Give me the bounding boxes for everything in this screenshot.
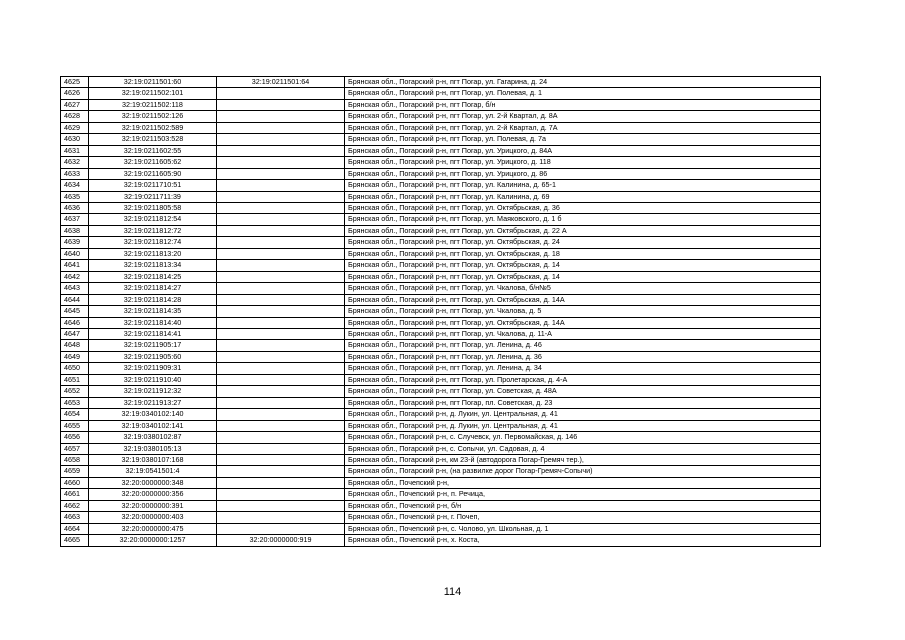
address-cell: Брянская обл., Погарский р-н, пгт Погар, б/н bbox=[345, 99, 821, 110]
table-row bbox=[61, 202, 821, 213]
row-number-cell: 4625 bbox=[61, 77, 89, 88]
cadastral-number-cell: 32:19:0211909:31 bbox=[89, 363, 217, 374]
cadastral-number-cell: 32:19:0211602:55 bbox=[89, 145, 217, 156]
table-row bbox=[61, 88, 821, 99]
address-cell: Брянская обл., Погарский р-н, пгт Погар, ул. Ленина, д. 36 bbox=[345, 351, 821, 362]
page-number: 114 bbox=[443, 586, 462, 598]
address-cell: Брянская обл., Погарский р-н, пгт Погар, ул. Полевая, д. 7а bbox=[345, 134, 821, 145]
row-number-cell: 4645 bbox=[61, 306, 89, 317]
table-row bbox=[61, 363, 821, 374]
address-cell: Брянская обл., Погарский р-н, пгт Погар, ул. Октябрьская, д. 14 bbox=[345, 260, 821, 271]
parent-cadastral-number-cell bbox=[217, 111, 345, 122]
parent-cadastral-number-cell bbox=[217, 340, 345, 351]
address-cell: Брянская обл., Погарский р-н, пгт Погар, ул. Калинина, д. 69 bbox=[345, 191, 821, 202]
cadastral-number-cell: 32:19:0340102:140 bbox=[89, 409, 217, 420]
address-cell: Брянская обл., Почепский р-н, б/н bbox=[345, 500, 821, 511]
address-cell: Брянская обл., Почепский р-н, х. Коста, bbox=[345, 535, 821, 546]
table-row bbox=[61, 397, 821, 408]
table-row bbox=[61, 225, 821, 236]
cadastral-number-cell: 32:19:0211814:40 bbox=[89, 317, 217, 328]
parent-cadastral-number-cell bbox=[217, 443, 345, 454]
table-row bbox=[61, 466, 821, 477]
row-number-cell: 4633 bbox=[61, 168, 89, 179]
table-row bbox=[61, 168, 821, 179]
address-cell: Брянская обл., Погарский р-н, пгт Погар, ул. Октябрьская, д. 14А bbox=[345, 317, 821, 328]
parent-cadastral-number-cell bbox=[217, 512, 345, 523]
table-row bbox=[61, 237, 821, 248]
cadastral-number-cell: 32:20:0000000:356 bbox=[89, 489, 217, 500]
address-cell: Брянская обл., Погарский р-н, пгт Погар, ул. Гагарина, д. 24 bbox=[345, 77, 821, 88]
cadastral-table bbox=[60, 76, 821, 547]
row-number-cell: 4646 bbox=[61, 317, 89, 328]
row-number-cell: 4635 bbox=[61, 191, 89, 202]
table-row bbox=[61, 443, 821, 454]
address-cell: Брянская обл., Почепский р-н, с. Чолово, ул. Школьная, д. 1 bbox=[345, 523, 821, 534]
cadastral-number-cell: 32:19:0211502:101 bbox=[89, 88, 217, 99]
cadastral-number-cell: 32:19:0541501:4 bbox=[89, 466, 217, 477]
table-row bbox=[61, 134, 821, 145]
row-number-cell: 4665 bbox=[61, 535, 89, 546]
table-row bbox=[61, 271, 821, 282]
row-number-cell: 4655 bbox=[61, 420, 89, 431]
cadastral-number-cell: 32:19:0340102:141 bbox=[89, 420, 217, 431]
parent-cadastral-number-cell bbox=[217, 477, 345, 488]
table-row bbox=[61, 317, 821, 328]
address-cell: Брянская обл., Погарский р-н, пгт Погар, ул. Октябрьская, д. 18 bbox=[345, 248, 821, 259]
table-row bbox=[61, 535, 821, 546]
row-number-cell: 4627 bbox=[61, 99, 89, 110]
parent-cadastral-number-cell bbox=[217, 328, 345, 339]
parent-cadastral-number-cell bbox=[217, 432, 345, 443]
cadastral-number-cell: 32:19:0211913:27 bbox=[89, 397, 217, 408]
cadastral-number-cell: 32:19:0211910:40 bbox=[89, 374, 217, 385]
parent-cadastral-number-cell bbox=[217, 500, 345, 511]
address-cell: Брянская обл., Погарский р-н, пгт Погар, ул. Урицкого, д. 86 bbox=[345, 168, 821, 179]
address-cell: Брянская обл., Погарский р-н, пгт Погар, ул. Урицкого, д. 118 bbox=[345, 157, 821, 168]
address-cell: Брянская обл., Почепский р-н, г. Почеп, bbox=[345, 512, 821, 523]
table-row bbox=[61, 374, 821, 385]
row-number-cell: 4643 bbox=[61, 283, 89, 294]
address-cell: Брянская обл., Погарский р-н, пгт Погар, ул. Октябрьская, д. 24 bbox=[345, 237, 821, 248]
address-cell: Брянская обл., Почепский р-н, bbox=[345, 477, 821, 488]
row-number-cell: 4652 bbox=[61, 386, 89, 397]
address-cell: Брянская обл., Погарский р-н, пгт Погар, ул. Чкалова, д. 5 bbox=[345, 306, 821, 317]
row-number-cell: 4638 bbox=[61, 225, 89, 236]
address-cell: Брянская обл., Почепский р-н, п. Речица, bbox=[345, 489, 821, 500]
table-row bbox=[61, 214, 821, 225]
address-cell: Брянская обл., Погарский р-н, пгт Погар, ул. Чкалова, б/н№5 bbox=[345, 283, 821, 294]
table-row bbox=[61, 111, 821, 122]
parent-cadastral-number-cell bbox=[217, 454, 345, 465]
parent-cadastral-number-cell bbox=[217, 397, 345, 408]
cadastral-number-cell: 32:19:0211605:90 bbox=[89, 168, 217, 179]
address-cell: Брянская обл., Погарский р-н, пгт Погар, пл. Советская, д. 23 bbox=[345, 397, 821, 408]
address-cell: Брянская обл., Погарский р-н, км 23-й (автодорога Погар-Гремяч тер.), bbox=[345, 454, 821, 465]
row-number-cell: 4640 bbox=[61, 248, 89, 259]
parent-cadastral-number-cell bbox=[217, 363, 345, 374]
parent-cadastral-number-cell bbox=[217, 409, 345, 420]
address-cell: Брянская обл., Погарский р-н, пгт Погар, ул. Урицкого, д. 84А bbox=[345, 145, 821, 156]
table-row bbox=[61, 340, 821, 351]
row-number-cell: 4661 bbox=[61, 489, 89, 500]
cadastral-number-cell: 32:19:0211814:28 bbox=[89, 294, 217, 305]
parent-cadastral-number-cell bbox=[217, 489, 345, 500]
cadastral-number-cell: 32:19:0211905:60 bbox=[89, 351, 217, 362]
address-cell: Брянская обл., Погарский р-н, пгт Погар, ул. Октябрьская, д. 22 А bbox=[345, 225, 821, 236]
row-number-cell: 4632 bbox=[61, 157, 89, 168]
row-number-cell: 4658 bbox=[61, 454, 89, 465]
row-number-cell: 4660 bbox=[61, 477, 89, 488]
parent-cadastral-number-cell bbox=[217, 88, 345, 99]
cadastral-number-cell: 32:19:0211502:126 bbox=[89, 111, 217, 122]
table-row bbox=[61, 489, 821, 500]
parent-cadastral-number-cell: 32:20:0000000:919 bbox=[217, 535, 345, 546]
row-number-cell: 4657 bbox=[61, 443, 89, 454]
parent-cadastral-number-cell bbox=[217, 283, 345, 294]
row-number-cell: 4647 bbox=[61, 328, 89, 339]
cadastral-number-cell: 32:20:0000000:1257 bbox=[89, 535, 217, 546]
table-body bbox=[61, 77, 821, 547]
cadastral-number-cell: 32:19:0211812:54 bbox=[89, 214, 217, 225]
cadastral-number-cell: 32:20:0000000:403 bbox=[89, 512, 217, 523]
parent-cadastral-number-cell bbox=[217, 134, 345, 145]
parent-cadastral-number-cell bbox=[217, 122, 345, 133]
address-cell: Брянская обл., Погарский р-н, пгт Погар, ул. Калинина, д. 65-1 bbox=[345, 180, 821, 191]
address-cell: Брянская обл., Погарский р-н, пгт Погар, ул. Полевая, д. 1 bbox=[345, 88, 821, 99]
cadastral-number-cell: 32:19:0211501:60 bbox=[89, 77, 217, 88]
table-row bbox=[61, 454, 821, 465]
cadastral-number-cell: 32:20:0000000:348 bbox=[89, 477, 217, 488]
table-row bbox=[61, 306, 821, 317]
table-row bbox=[61, 99, 821, 110]
cadastral-number-cell: 32:20:0000000:475 bbox=[89, 523, 217, 534]
table-row bbox=[61, 432, 821, 443]
table-row bbox=[61, 523, 821, 534]
table-row bbox=[61, 283, 821, 294]
row-number-cell: 4630 bbox=[61, 134, 89, 145]
parent-cadastral-number-cell bbox=[217, 294, 345, 305]
parent-cadastral-number-cell bbox=[217, 202, 345, 213]
cadastral-number-cell: 32:19:0211814:27 bbox=[89, 283, 217, 294]
address-cell: Брянская обл., Погарский р-н, пгт Погар, ул. Ленина, д. 34 bbox=[345, 363, 821, 374]
table-row bbox=[61, 294, 821, 305]
address-cell: Брянская обл., Погарский р-н, пгт Погар, ул. Октябрьская, д. 14 bbox=[345, 271, 821, 282]
table-row bbox=[61, 260, 821, 271]
row-number-cell: 4651 bbox=[61, 374, 89, 385]
table-row bbox=[61, 157, 821, 168]
cadastral-number-cell: 32:19:0211814:35 bbox=[89, 306, 217, 317]
parent-cadastral-number-cell bbox=[217, 466, 345, 477]
table-row bbox=[61, 191, 821, 202]
table-row bbox=[61, 248, 821, 259]
parent-cadastral-number-cell bbox=[217, 157, 345, 168]
cadastral-number-cell: 32:19:0211710:51 bbox=[89, 180, 217, 191]
table-row bbox=[61, 328, 821, 339]
address-cell: Брянская обл., Погарский р-н, пгт Погар, ул. Октябрьская, д. 14А bbox=[345, 294, 821, 305]
row-number-cell: 4642 bbox=[61, 271, 89, 282]
parent-cadastral-number-cell bbox=[217, 374, 345, 385]
cadastral-number-cell: 32:19:0211814:25 bbox=[89, 271, 217, 282]
address-cell: Брянская обл., Погарский р-н, пгт Погар, ул. Октябрьская, д. 36 bbox=[345, 202, 821, 213]
cadastral-number-cell: 32:19:0211503:528 bbox=[89, 134, 217, 145]
row-number-cell: 4662 bbox=[61, 500, 89, 511]
parent-cadastral-number-cell bbox=[217, 145, 345, 156]
parent-cadastral-number-cell bbox=[217, 386, 345, 397]
address-cell: Брянская обл., Погарский р-н, пгт Погар, ул. 2-й Квартал, д. 8А bbox=[345, 111, 821, 122]
parent-cadastral-number-cell bbox=[217, 260, 345, 271]
row-number-cell: 4644 bbox=[61, 294, 89, 305]
cadastral-number-cell: 32:19:0211813:20 bbox=[89, 248, 217, 259]
parent-cadastral-number-cell bbox=[217, 306, 345, 317]
parent-cadastral-number-cell bbox=[217, 248, 345, 259]
parent-cadastral-number-cell bbox=[217, 225, 345, 236]
cadastral-number-cell: 32:19:0211912:32 bbox=[89, 386, 217, 397]
parent-cadastral-number-cell bbox=[217, 191, 345, 202]
parent-cadastral-number-cell bbox=[217, 99, 345, 110]
table-row bbox=[61, 351, 821, 362]
cadastral-number-cell: 32:19:0380102:87 bbox=[89, 432, 217, 443]
address-cell: Брянская обл., Погарский р-н, пгт Погар, ул. 2-й Квартал, д. 7А bbox=[345, 122, 821, 133]
row-number-cell: 4631 bbox=[61, 145, 89, 156]
parent-cadastral-number-cell bbox=[217, 271, 345, 282]
address-cell: Брянская обл., Погарский р-н, д. Лукин, ул. Центральная, д. 41 bbox=[345, 409, 821, 420]
address-cell: Брянская обл., Погарский р-н, с. Случевск, ул. Первомайская, д. 146 bbox=[345, 432, 821, 443]
cadastral-number-cell: 32:19:0211711:39 bbox=[89, 191, 217, 202]
row-number-cell: 4628 bbox=[61, 111, 89, 122]
parent-cadastral-number-cell bbox=[217, 214, 345, 225]
row-number-cell: 4639 bbox=[61, 237, 89, 248]
cadastral-number-cell: 32:19:0211605:62 bbox=[89, 157, 217, 168]
table-row bbox=[61, 77, 821, 88]
row-number-cell: 4641 bbox=[61, 260, 89, 271]
address-cell: Брянская обл., Погарский р-н, пгт Погар, ул. Советская, д. 48А bbox=[345, 386, 821, 397]
parent-cadastral-number-cell bbox=[217, 420, 345, 431]
cadastral-number-cell: 32:19:0380105:13 bbox=[89, 443, 217, 454]
parent-cadastral-number-cell: 32:19:0211501:64 bbox=[217, 77, 345, 88]
table-row bbox=[61, 180, 821, 191]
row-number-cell: 4634 bbox=[61, 180, 89, 191]
table-row bbox=[61, 122, 821, 133]
cadastral-number-cell: 32:19:0211905:17 bbox=[89, 340, 217, 351]
cadastral-number-cell: 32:19:0211812:72 bbox=[89, 225, 217, 236]
table-row bbox=[61, 500, 821, 511]
cadastral-number-cell: 32:19:0211805:58 bbox=[89, 202, 217, 213]
table-row bbox=[61, 386, 821, 397]
address-cell: Брянская обл., Погарский р-н, пгт Погар, ул. Маяковского, д. 1 б bbox=[345, 214, 821, 225]
row-number-cell: 4654 bbox=[61, 409, 89, 420]
row-number-cell: 4637 bbox=[61, 214, 89, 225]
parent-cadastral-number-cell bbox=[217, 168, 345, 179]
parent-cadastral-number-cell bbox=[217, 523, 345, 534]
row-number-cell: 4648 bbox=[61, 340, 89, 351]
row-number-cell: 4650 bbox=[61, 363, 89, 374]
address-cell: Брянская обл., Погарский р-н, д. Лукин, ул. Центральная, д. 41 bbox=[345, 420, 821, 431]
row-number-cell: 4626 bbox=[61, 88, 89, 99]
parent-cadastral-number-cell bbox=[217, 317, 345, 328]
row-number-cell: 4649 bbox=[61, 351, 89, 362]
table-row bbox=[61, 512, 821, 523]
cadastral-number-cell: 32:19:0211502:589 bbox=[89, 122, 217, 133]
row-number-cell: 4629 bbox=[61, 122, 89, 133]
row-number-cell: 4636 bbox=[61, 202, 89, 213]
parent-cadastral-number-cell bbox=[217, 180, 345, 191]
address-cell: Брянская обл., Погарский р-н, пгт Погар, ул. Ленина, д. 46 bbox=[345, 340, 821, 351]
row-number-cell: 4659 bbox=[61, 466, 89, 477]
row-number-cell: 4664 bbox=[61, 523, 89, 534]
address-cell: Брянская обл., Погарский р-н, пгт Погар, ул. Пролетарская, д. 4-А bbox=[345, 374, 821, 385]
cadastral-number-cell: 32:19:0380107:168 bbox=[89, 454, 217, 465]
address-cell: Брянская обл., Погарский р-н, (на развилке дорог Погар-Гремяч-Сопычи) bbox=[345, 466, 821, 477]
row-number-cell: 4656 bbox=[61, 432, 89, 443]
cadastral-number-cell: 32:19:0211813:34 bbox=[89, 260, 217, 271]
table-row bbox=[61, 420, 821, 431]
cadastral-number-cell: 32:19:0211812:74 bbox=[89, 237, 217, 248]
parent-cadastral-number-cell bbox=[217, 351, 345, 362]
row-number-cell: 4653 bbox=[61, 397, 89, 408]
table-row bbox=[61, 477, 821, 488]
table-row bbox=[61, 145, 821, 156]
table-row bbox=[61, 409, 821, 420]
address-cell: Брянская обл., Погарский р-н, с. Сопычи, ул. Садовая, д. 4 bbox=[345, 443, 821, 454]
cadastral-number-cell: 32:19:0211502:118 bbox=[89, 99, 217, 110]
row-number-cell: 4663 bbox=[61, 512, 89, 523]
cadastral-number-cell: 32:20:0000000:391 bbox=[89, 500, 217, 511]
address-cell: Брянская обл., Погарский р-н, пгт Погар, ул. Чкалова, д. 11-А bbox=[345, 328, 821, 339]
parent-cadastral-number-cell bbox=[217, 237, 345, 248]
cadastral-number-cell: 32:19:0211814:41 bbox=[89, 328, 217, 339]
